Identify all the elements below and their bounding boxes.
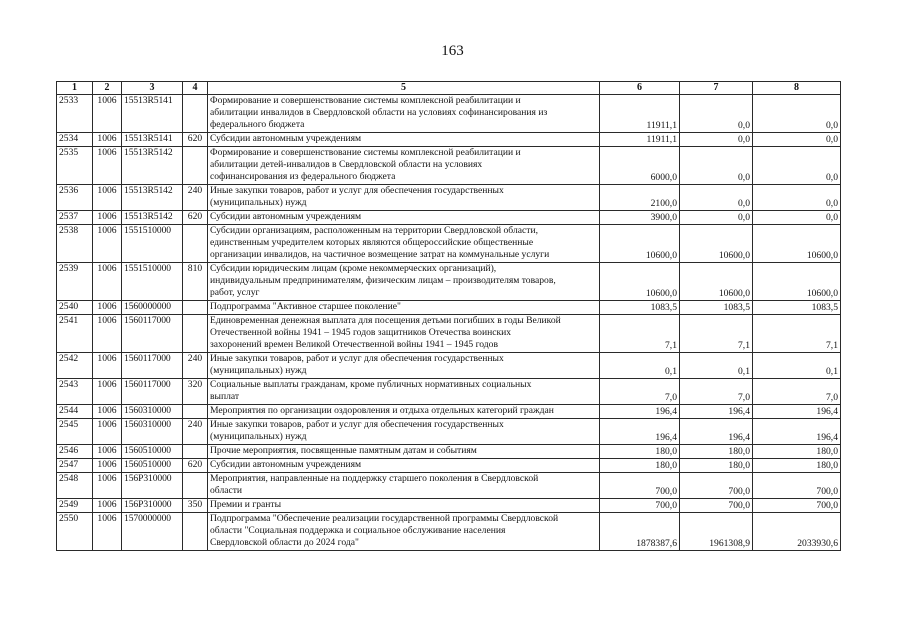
amount-col7-cell: 0,0 [680, 95, 753, 133]
section-code-cell: 1006 [93, 95, 122, 133]
table-row [57, 353, 841, 379]
description-line: (муниципальных) нужд [210, 431, 307, 442]
target-code-cell: 15513R5141 [122, 95, 183, 133]
table-row [57, 147, 841, 185]
expense-type-cell: 810 [183, 263, 208, 301]
description-cell [208, 353, 600, 379]
description-line: Социальные выплаты гражданам, кроме публичных нормативных социальных [210, 379, 532, 390]
table-row [57, 263, 841, 301]
description-line: Субсидии автономным учреждениям [210, 211, 362, 222]
description-line: единственным учредителем которых являются общероссийские общественные [210, 237, 534, 248]
target-code-cell: 1560510000 [122, 459, 183, 473]
description-line: Свердловской области до 2024 года" [210, 537, 359, 548]
amount-col8-cell: 196,4 [753, 419, 841, 445]
description-line: абилитации инвалидов в Свердловской области на условиях софинансирования из [210, 107, 548, 118]
amount-col6-cell: 7,0 [600, 379, 680, 405]
amount-col8-cell: 0,1 [753, 353, 841, 379]
amount-col7-cell: 1961308,9 [680, 513, 753, 551]
description-line: Подпрограмма "Активное старшее поколение" [210, 301, 401, 312]
table-row [57, 473, 841, 499]
amount-col8-cell: 1083,5 [753, 301, 841, 315]
header-cell: 5 [208, 82, 600, 95]
amount-col6-cell: 11911,1 [600, 95, 680, 133]
table-body [57, 95, 841, 551]
amount-col8-cell: 0,0 [753, 147, 841, 185]
table-row [57, 513, 841, 551]
description-line: области "Социальная поддержка и социальное обслуживание населения [210, 525, 506, 536]
description-cell [208, 147, 600, 185]
row-number-cell: 2541 [57, 315, 93, 353]
description-cell [208, 211, 600, 225]
amount-col6-cell: 1083,5 [600, 301, 680, 315]
description-cell [208, 405, 600, 419]
expense-type-cell: 240 [183, 353, 208, 379]
expense-type-cell [183, 225, 208, 263]
amount-col8-cell: 196,4 [753, 405, 841, 419]
description-cell [208, 419, 600, 445]
target-code-cell: 1560310000 [122, 405, 183, 419]
target-code-cell: 15513R5141 [122, 133, 183, 147]
row-number-cell: 2540 [57, 301, 93, 315]
target-code-cell: 15513R5142 [122, 147, 183, 185]
expense-type-cell [183, 301, 208, 315]
amount-col7-cell: 7,1 [680, 315, 753, 353]
table-row [57, 379, 841, 405]
description-cell [208, 379, 600, 405]
amount-col7-cell: 0,0 [680, 185, 753, 211]
section-code-cell: 1006 [93, 147, 122, 185]
amount-col6-cell: 1878387,6 [600, 513, 680, 551]
expense-type-cell [183, 405, 208, 419]
description-line: (муниципальных) нужд [210, 197, 307, 208]
description-line: Мероприятия, направленные на поддержку старшего поколения в Свердловской [210, 473, 539, 484]
amount-col8-cell: 180,0 [753, 459, 841, 473]
table-row [57, 225, 841, 263]
description-line: Формирование и совершенствование системы комплексной реабилитации и [210, 95, 521, 106]
description-cell [208, 133, 600, 147]
amount-col7-cell: 10600,0 [680, 263, 753, 301]
row-number-cell: 2539 [57, 263, 93, 301]
amount-col6-cell: 11911,1 [600, 133, 680, 147]
section-code-cell: 1006 [93, 263, 122, 301]
description-cell [208, 185, 600, 211]
row-number-cell: 2538 [57, 225, 93, 263]
description-line: федерального бюджета [210, 119, 305, 130]
amount-col7-cell: 10600,0 [680, 225, 753, 263]
row-number-cell: 2549 [57, 499, 93, 513]
amount-col6-cell: 3900,0 [600, 211, 680, 225]
description-line: Отечественной войны 1941 – 1945 годов защитников Отечества воинских [210, 327, 512, 338]
table-row [57, 445, 841, 459]
description-line: софинансирования из федерального бюджета [210, 171, 396, 182]
row-number-cell: 2537 [57, 211, 93, 225]
amount-col8-cell: 0,0 [753, 185, 841, 211]
page-number: 163 [441, 43, 464, 59]
amount-col7-cell: 7,0 [680, 379, 753, 405]
table-row [57, 185, 841, 211]
header-cell: 3 [122, 82, 183, 95]
row-number-cell: 2543 [57, 379, 93, 405]
expense-type-cell: 350 [183, 499, 208, 513]
row-number-cell: 2536 [57, 185, 93, 211]
header-cell: 8 [753, 82, 841, 95]
table-row [57, 211, 841, 225]
table-row [57, 315, 841, 353]
target-code-cell: 1560510000 [122, 445, 183, 459]
row-number-cell: 2548 [57, 473, 93, 499]
amount-col8-cell: 0,0 [753, 133, 841, 147]
row-number-cell: 2550 [57, 513, 93, 551]
amount-col7-cell: 196,4 [680, 419, 753, 445]
amount-col6-cell: 196,4 [600, 405, 680, 419]
amount-col6-cell: 180,0 [600, 459, 680, 473]
description-cell [208, 263, 600, 301]
section-code-cell: 1006 [93, 133, 122, 147]
expense-type-cell: 620 [183, 211, 208, 225]
row-number-cell: 2545 [57, 419, 93, 445]
section-code-cell: 1006 [93, 211, 122, 225]
amount-col7-cell: 700,0 [680, 499, 753, 513]
header-cell: 4 [183, 82, 208, 95]
row-number-cell: 2534 [57, 133, 93, 147]
description-line: Мероприятия по организации оздоровления и отдыха отдельных категорий граждан [210, 405, 554, 416]
amount-col8-cell: 700,0 [753, 473, 841, 499]
row-number-cell: 2542 [57, 353, 93, 379]
description-cell [208, 473, 600, 499]
target-code-cell: 1551510000 [122, 263, 183, 301]
description-line: работ, услуг [210, 287, 260, 298]
amount-col8-cell: 10600,0 [753, 225, 841, 263]
description-line: Иные закупки товаров, работ и услуг для обеспечения государственных [210, 419, 504, 430]
description-line: захоронений времен Великой Отечественной войны 1941 – 1945 годов [210, 339, 498, 350]
amount-col8-cell: 7,0 [753, 379, 841, 405]
amount-col7-cell: 1083,5 [680, 301, 753, 315]
description-cell [208, 315, 600, 353]
section-code-cell: 1006 [93, 459, 122, 473]
amount-col8-cell: 2033930,6 [753, 513, 841, 551]
description-cell [208, 499, 600, 513]
row-number-cell: 2547 [57, 459, 93, 473]
description-line: Формирование и совершенствование системы комплексной реабилитации и [210, 147, 521, 158]
description-line: Единовременная денежная выплата для посещения детьми погибших в годы Великой [210, 315, 561, 326]
amount-col7-cell: 700,0 [680, 473, 753, 499]
table-row [57, 419, 841, 445]
description-line: абилитации детей-инвалидов в Свердловской области на условиях [210, 159, 483, 170]
expense-type-cell [183, 95, 208, 133]
expense-type-cell [183, 147, 208, 185]
section-code-cell: 1006 [93, 445, 122, 459]
amount-col6-cell: 700,0 [600, 499, 680, 513]
table-row [57, 133, 841, 147]
description-line: выплат [210, 391, 240, 402]
amount-col6-cell: 0,1 [600, 353, 680, 379]
target-code-cell: 1560310000 [122, 419, 183, 445]
description-cell [208, 445, 600, 459]
section-code-cell: 1006 [93, 473, 122, 499]
description-line: индивидуальным предпринимателям, физическим лицам – производителям товаров, [210, 275, 556, 286]
header-cell: 6 [600, 82, 680, 95]
description-line: Субсидии автономным учреждениям [210, 133, 362, 144]
description-line: Прочие мероприятия, посвященные памятным датам и событиям [210, 445, 477, 456]
description-cell [208, 225, 600, 263]
target-code-cell: 1551510000 [122, 225, 183, 263]
amount-col8-cell: 10600,0 [753, 263, 841, 301]
description-cell [208, 95, 600, 133]
expense-type-cell [183, 473, 208, 499]
section-code-cell: 1006 [93, 185, 122, 211]
table-row [57, 301, 841, 315]
description-line: Иные закупки товаров, работ и услуг для обеспечения государственных [210, 353, 504, 364]
amount-col8-cell: 700,0 [753, 499, 841, 513]
budget-table [56, 81, 841, 551]
amount-col6-cell: 196,4 [600, 419, 680, 445]
expense-type-cell: 620 [183, 133, 208, 147]
description-line: Иные закупки товаров, работ и услуг для обеспечения государственных [210, 185, 504, 196]
row-number-cell: 2544 [57, 405, 93, 419]
amount-col6-cell: 10600,0 [600, 263, 680, 301]
amount-col7-cell: 0,0 [680, 211, 753, 225]
target-code-cell: 1570000000 [122, 513, 183, 551]
description-line: области [210, 485, 243, 496]
target-code-cell: 15513R5142 [122, 211, 183, 225]
section-code-cell: 1006 [93, 405, 122, 419]
section-code-cell: 1006 [93, 301, 122, 315]
amount-col6-cell: 6000,0 [600, 147, 680, 185]
row-number-cell: 2535 [57, 147, 93, 185]
amount-col7-cell: 180,0 [680, 445, 753, 459]
header-cell: 1 [57, 82, 93, 95]
amount-col7-cell: 0,0 [680, 133, 753, 147]
description-line: Субсидии автономным учреждениям [210, 459, 362, 470]
amount-col8-cell: 0,0 [753, 211, 841, 225]
section-code-cell: 1006 [93, 315, 122, 353]
header-row [57, 82, 841, 95]
section-code-cell: 1006 [93, 225, 122, 263]
description-line: (муниципальных) нужд [210, 365, 307, 376]
target-code-cell: 15513R5142 [122, 185, 183, 211]
expense-type-cell: 240 [183, 419, 208, 445]
section-code-cell: 1006 [93, 379, 122, 405]
description-cell [208, 301, 600, 315]
section-code-cell: 1006 [93, 513, 122, 551]
expense-type-cell: 240 [183, 185, 208, 211]
target-code-cell: 1560117000 [122, 315, 183, 353]
description-line: Субсидии юридическим лицам (кроме некоммерческих организаций), [210, 263, 497, 274]
table-row [57, 405, 841, 419]
description-line: Подпрограмма "Обеспечение реализации государственной программы Свердловской [210, 513, 559, 524]
description-line: Субсидии организациям, расположенным на территории Свердловской области, [210, 225, 538, 236]
amount-col7-cell: 180,0 [680, 459, 753, 473]
amount-col8-cell: 7,1 [753, 315, 841, 353]
amount-col6-cell: 2100,0 [600, 185, 680, 211]
expense-type-cell [183, 315, 208, 353]
amount-col6-cell: 10600,0 [600, 225, 680, 263]
description-line: Премии и гранты [210, 499, 282, 510]
expense-type-cell [183, 513, 208, 551]
row-number-cell: 2546 [57, 445, 93, 459]
section-code-cell: 1006 [93, 353, 122, 379]
table-row [57, 499, 841, 513]
header-cell: 2 [93, 82, 122, 95]
amount-col6-cell: 7,1 [600, 315, 680, 353]
description-line: организации инвалидов, на частичное возмещение затрат на коммунальные услуги [210, 249, 550, 260]
amount-col7-cell: 0,1 [680, 353, 753, 379]
amount-col8-cell: 180,0 [753, 445, 841, 459]
description-cell [208, 513, 600, 551]
section-code-cell: 1006 [93, 419, 122, 445]
expense-type-cell [183, 445, 208, 459]
description-cell [208, 459, 600, 473]
target-code-cell: 1560117000 [122, 379, 183, 405]
table-row [57, 459, 841, 473]
amount-col6-cell: 180,0 [600, 445, 680, 459]
section-code-cell: 1006 [93, 499, 122, 513]
amount-col8-cell: 0,0 [753, 95, 841, 133]
row-number-cell: 2533 [57, 95, 93, 133]
amount-col6-cell: 700,0 [600, 473, 680, 499]
amount-col7-cell: 196,4 [680, 405, 753, 419]
target-code-cell: 156P310000 [122, 499, 183, 513]
expense-type-cell: 320 [183, 379, 208, 405]
target-code-cell: 156P310000 [122, 473, 183, 499]
target-code-cell: 1560000000 [122, 301, 183, 315]
amount-col7-cell: 0,0 [680, 147, 753, 185]
expense-type-cell: 620 [183, 459, 208, 473]
table-row [57, 95, 841, 133]
target-code-cell: 1560117000 [122, 353, 183, 379]
header-cell: 7 [680, 82, 753, 95]
